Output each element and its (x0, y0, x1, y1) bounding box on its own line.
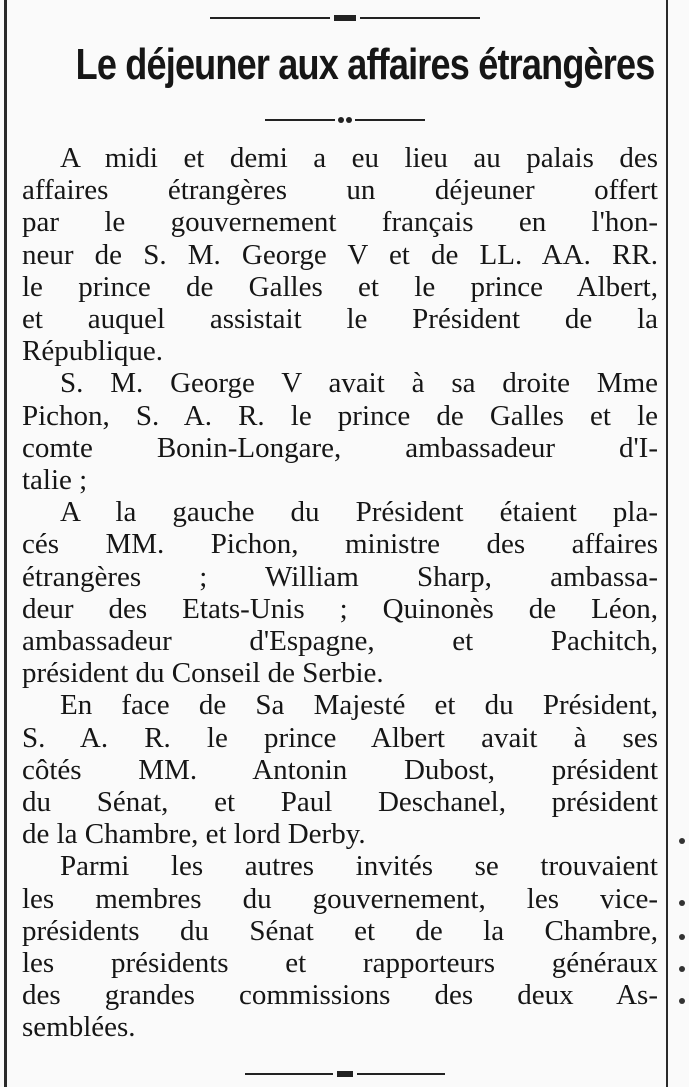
text-line: les membres du gouvernement, les vice- (22, 882, 658, 915)
text-line: des grandes commissions des deux As- (22, 979, 658, 1012)
text-line: affaires étrangères un déjeuner offert (22, 174, 658, 207)
text-line: S. A. R. le prince Albert avait à ses (22, 721, 658, 754)
text-line: Parmi les autres invités se trouvaient (60, 850, 658, 883)
paragraph (22, 689, 658, 850)
text-line: A midi et demi a eu lieu au palais des (60, 142, 658, 174)
text-line: de la Chambre, et lord Derby. (22, 818, 366, 851)
text-line: A la gauche du Président étaient pla- (60, 496, 658, 529)
text-line: les présidents et rapporteurs généraux (22, 947, 658, 980)
text-line: comte Bonin-Longare, ambassadeur d'I- (22, 431, 658, 464)
text-line: le prince de Galles et le prince Albert, (22, 270, 658, 303)
text-line: Pichon, S. A. R. le prince de Galles et le (22, 399, 658, 432)
paragraph (22, 496, 658, 689)
text-line: du Sénat, et Paul Deschanel, président (22, 786, 658, 819)
text-line: semblées. (22, 1011, 136, 1044)
text-line: et auquel assistait le Président de la (22, 303, 658, 336)
text-line: cés MM. Pichon, ministre des affaires (22, 528, 658, 561)
text-line: par le gouvernement français en l'hon- (22, 206, 658, 239)
text-line: étrangères ; William Sharp, ambassa- (22, 560, 658, 593)
paragraph (22, 850, 658, 1043)
adjacent-column-edge (676, 0, 689, 1087)
text-line: En face de Sa Majesté et du Président, (60, 689, 658, 722)
text-line: République. (22, 335, 163, 368)
text-line: S. M. George V avait à sa droite Mme (60, 367, 658, 400)
text-line: deur des Etats-Unis ; Quinonès de Léon, (22, 592, 658, 625)
text-line: neur de S. M. George V et de LL. AA. RR. (22, 238, 658, 271)
paragraph (22, 142, 658, 367)
top-ornament-rule (0, 12, 689, 24)
headline: Le déjeuner aux affaires étrangères (75, 40, 655, 89)
headline-ornament-rule (0, 114, 689, 126)
text-line: ambassadeur d'Espagne, et Pachitch, (22, 625, 658, 658)
article-body (22, 142, 658, 1044)
text-line: présidents du Sénat et de la Chambre, (22, 914, 658, 947)
text-line: président du Conseil de Serbie. (22, 657, 384, 690)
bottom-ornament-rule (0, 1068, 689, 1080)
text-line: côtés MM. Antonin Dubost, président (22, 753, 658, 786)
text-line: talie ; (22, 464, 88, 497)
left-column-rule (4, 0, 7, 1087)
paragraph (22, 367, 658, 496)
right-column-rule (666, 0, 668, 1087)
